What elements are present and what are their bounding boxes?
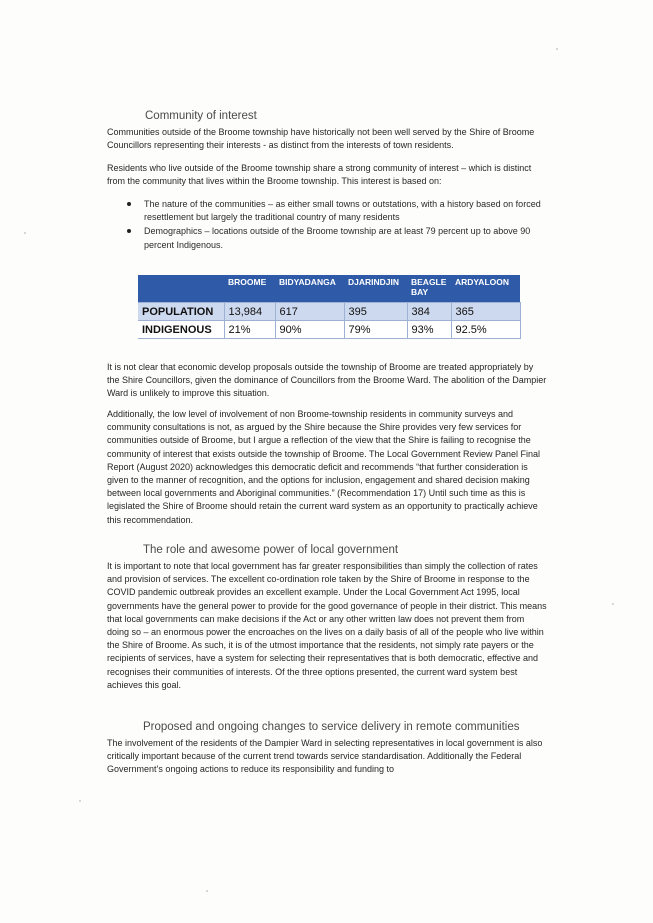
scan-speck [24, 232, 26, 234]
population-table [138, 275, 521, 339]
table-header-bidyadanga: BIDYADANGA [275, 275, 344, 303]
paragraph-service-delivery: The involvement of the residents of the Dampier Ward in selecting representatives in local government is also critically important because of the current trend towards service standardisation. Additionally the Federal Government’s ongoing actions to reduce its responsibility and funding to [107, 738, 543, 775]
table-header-row [138, 275, 520, 303]
table-cell: 395 [344, 303, 407, 321]
heading-community-of-interest: Community of interest [145, 110, 257, 122]
table-header-djarindjin: DJARINDJIN [344, 275, 407, 303]
paragraph-residents-interest: Residents who live outside of the Broome township share a strong community of interest – which is distinct from the community that lives within the Broome township. This interest is based on: [107, 163, 532, 187]
table-cell: 13,984 [224, 303, 275, 321]
bullet-icon [127, 202, 131, 206]
table-header-empty [138, 275, 224, 303]
scan-speck [79, 800, 81, 802]
table-header-beagle-bay: BEAGLE BAY [407, 275, 451, 303]
table-cell: 93% [407, 321, 451, 339]
bullet-item-nature: The nature of the communities – as either small towns or outstations, with a history based on forced resettlement but largely the traditional country of many residents [107, 198, 547, 224]
bullet-item-demographics: Demographics – locations outside of the Broome township are at least 79 percent up to above 90 percent Indigenous. [107, 225, 547, 251]
bullet-list-interest-basis [107, 198, 547, 253]
table-cell: 92.5% [451, 321, 520, 339]
row-label-population: POPULATION [138, 303, 224, 321]
row-label-indigenous: INDIGENOUS [138, 321, 224, 339]
bullet-icon [127, 229, 131, 233]
paragraph-economic-proposals: It is not clear that economic develop proposals outside the township of Broome are treated appropriately by the Shire Councillors, given the dominance of Councillors from the Broome Ward. The abolition of the Dampier Ward is unlikely to improve this situation. [107, 362, 547, 399]
scan-speck [556, 48, 558, 50]
table-cell: 365 [451, 303, 520, 321]
table-cell: 90% [275, 321, 344, 339]
table-header-ardyaloon: ARDYALOON [451, 275, 520, 303]
table-row-indigenous [138, 321, 520, 339]
table-cell: 384 [407, 303, 451, 321]
table-cell: 79% [344, 321, 407, 339]
table-row-population [138, 303, 520, 321]
paragraph-role-of-local-government: It is important to note that local government has far greater responsibilities than simply the collection of rates and provision of services. The excellent co-ordination role taken by the Shire of Broome in response to the COVID pandemic outbreak provides an excellent example. Under the Local Government Act 1995, local governments have the general power to provide for the good governance of people in their district. This means that local governments can make decisions if the Act or any other written law does not prevent them from doing so – an enormous power the encroaches on the lives on a daily basis of all of the people who live within the Shire of Broome. As such, it is of the utmost importance that the residents, not simply rate payers or the recipients of services, have a system for selecting their representatives that is both democratic, effective and recognises their communities of interests. Of the three options presented, the current ward system best achieves this goal. [107, 561, 547, 690]
scan-speck [206, 890, 208, 892]
heading-service-delivery-changes: Proposed and ongoing changes to service delivery in remote communities [143, 721, 520, 733]
paragraph-low-involvement: Additionally, the low level of involvement of non Broome-township residents in community surveys and community consultations is not, as argued by the Shire because the Shire provides very few services for communities outside of Broome, but I argue a reflection of the view that the Shire is failing to recognise the community of interest that exists outside the township of Broome. The Local Government Review Panel Final Report (August 2020) acknowledges this democratic deficit and recommends “that further consideration is given to the manner of recognition, and the options for inclusion, engagement and shared decision making between local governments and Aboriginal communities.” (Recommendation 17) Until such time as this is legislated the Shire of Broome should retain the current ward system as an opportunity to practically achieve this recommendation. [107, 409, 541, 525]
paragraph-community-intro: Communities outside of the Broome township have historically not been well served by the Shire of Broome Councillors representing their interests - as distinct from the interests of town residents. [107, 127, 535, 151]
scan-speck [612, 603, 614, 605]
table-header-broome: BROOME [224, 275, 275, 303]
heading-role-of-local-government: The role and awesome power of local government [143, 544, 399, 556]
table-cell: 617 [275, 303, 344, 321]
table-cell: 21% [224, 321, 275, 339]
